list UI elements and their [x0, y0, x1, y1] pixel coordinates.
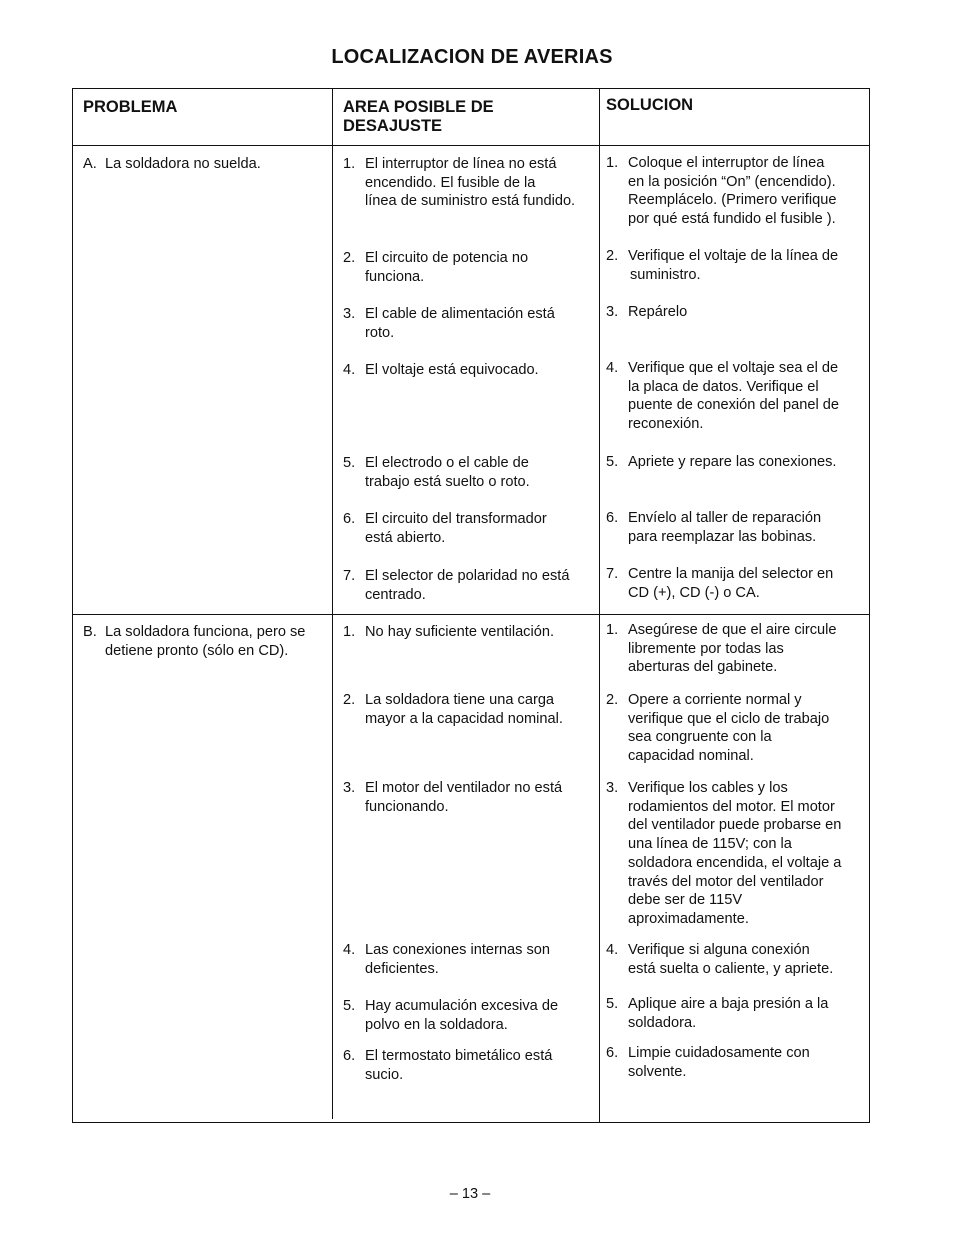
item-line: Aplique aire a baja presión a la: [628, 996, 829, 1012]
item-line: deficientes.: [365, 960, 439, 977]
problem-label: B.: [83, 624, 97, 640]
item-number: 1.: [606, 155, 619, 171]
item-number: 3.: [606, 304, 619, 320]
item-line: Verifique el voltaje de la línea de: [628, 248, 839, 264]
item-line: funcionando.: [365, 798, 449, 815]
item-number: 6.: [606, 510, 619, 526]
item-line: Verifique que el voltaje sea el de: [628, 360, 839, 376]
item-line: sucio.: [365, 1066, 404, 1083]
item-line: soldadora encendida, el voltaje a: [628, 854, 842, 871]
item-line: aberturas del gabinete.: [628, 659, 778, 676]
item-line: La soldadora tiene una carga: [365, 692, 555, 708]
item-number: 4.: [606, 360, 619, 376]
item-line: trabajo está suelto o roto.: [365, 473, 530, 490]
section-divider: [73, 614, 869, 615]
item-number: 1.: [606, 622, 619, 638]
item-line: Verifique los cables y los: [628, 780, 788, 796]
item-line: sea congruente con la: [628, 729, 772, 746]
item-number: 6.: [343, 1048, 356, 1064]
item-line: reconexión.: [628, 416, 704, 433]
item-number: 5.: [343, 455, 356, 471]
item-number: 4.: [343, 362, 356, 378]
page-title: LOCALIZACION DE AVERIAS: [331, 46, 613, 68]
page-number: – 13 –: [449, 1186, 491, 1202]
item-line: debe ser de 115V: [628, 892, 743, 909]
item-line: libremente por todas las: [628, 640, 784, 657]
item-line: El voltaje está equivocado.: [365, 362, 539, 378]
troubleshooting-table: [72, 88, 870, 1123]
item-number: 5.: [606, 454, 619, 470]
item-line: capacidad nominal.: [628, 748, 754, 765]
item-line: en la posición “On” (encendido).: [628, 173, 836, 190]
item-line: Coloque el interruptor de línea: [628, 155, 825, 171]
item-line: Repárelo: [628, 304, 688, 320]
item-number: 2.: [606, 248, 619, 264]
item-line: El circuito del transformador: [365, 511, 547, 527]
header-divider: [73, 145, 869, 146]
item-line: Limpie cuidadosamente con: [628, 1045, 810, 1061]
item-line: una línea de 115V; con la: [628, 836, 792, 853]
item-number: 2.: [343, 692, 356, 708]
column-divider: [599, 89, 600, 1122]
problem-line: detiene pronto (sólo en CD).: [105, 642, 289, 659]
item-line: CD (+), CD (-) o CA.: [628, 584, 760, 601]
item-line: línea de suministro está fundido.: [365, 193, 576, 210]
item-line: del ventilador puede probarse en: [628, 817, 842, 834]
item-line: Las conexiones internas son: [365, 942, 550, 958]
item-number: 2.: [343, 250, 356, 266]
item-number: 2.: [606, 692, 619, 708]
header-area-line: DESAJUSTE: [343, 117, 443, 135]
item-line: verifique que el ciclo de trabajo: [628, 710, 830, 727]
item-line: El interruptor de línea no está: [365, 156, 557, 172]
item-line: El cable de alimentación está: [365, 306, 555, 322]
item-line: Centre la manija del selector en: [628, 566, 834, 582]
item-number: 7.: [343, 568, 356, 584]
item-line: Opere a corriente normal y: [628, 692, 802, 708]
item-number: 3.: [343, 780, 356, 796]
item-number: 3.: [606, 780, 619, 796]
problem-label: A.: [83, 156, 97, 172]
column-divider: [332, 89, 333, 1119]
item-line: funciona.: [365, 268, 425, 285]
item-line: El electrodo o el cable de: [365, 455, 529, 471]
item-line: centrado.: [365, 586, 426, 603]
problem-line: La soldadora funciona, pero se: [105, 624, 306, 640]
item-line: soldadora.: [628, 1014, 697, 1031]
item-line: Verifique si alguna conexión: [628, 942, 810, 958]
item-number: 4.: [606, 942, 619, 958]
item-number: 3.: [343, 306, 356, 322]
item-line: No hay suficiente ventilación.: [365, 624, 555, 640]
item-line: mayor a la capacidad nominal.: [365, 710, 563, 727]
item-line: El selector de polaridad no está: [365, 568, 570, 584]
item-number: 6.: [606, 1045, 619, 1061]
item-line: través del motor del ventilador: [628, 873, 824, 890]
item-line: la placa de datos. Verifique el: [628, 378, 819, 395]
item-line: solvente.: [628, 1063, 687, 1080]
item-line: está suelta o caliente, y apriete.: [628, 960, 834, 977]
item-number: 5.: [343, 998, 356, 1014]
item-line: El termostato bimetálico está: [365, 1048, 553, 1064]
header-area: [343, 98, 494, 136]
header-area-line: AREA POSIBLE DE: [343, 98, 494, 116]
item-line: Hay acumulación excesiva de: [365, 998, 559, 1014]
problem-line: La soldadora no suelda.: [105, 156, 261, 172]
item-line: polvo en la soldadora.: [365, 1016, 508, 1033]
item-line: Asegúrese de que el aire circule: [628, 622, 837, 638]
item-number: 1.: [343, 156, 356, 172]
item-line: puente de conexión del panel de: [628, 397, 839, 414]
item-line: encendido. El fusible de la: [365, 174, 536, 191]
header-solution: SOLUCION: [606, 96, 694, 114]
item-number: 5.: [606, 996, 619, 1012]
item-line: aproximadamente.: [628, 910, 749, 927]
item-line: para reemplazar las bobinas.: [628, 528, 817, 545]
item-number: 7.: [606, 566, 619, 582]
item-line: está abierto.: [365, 529, 446, 546]
item-line: por qué está fundido el fusible ).: [628, 211, 836, 228]
item-number: 4.: [343, 942, 356, 958]
item-number: 6.: [343, 511, 356, 527]
item-line: rodamientos del motor. El motor: [628, 798, 835, 815]
item-number: 1.: [343, 624, 356, 640]
item-line: Envíelo al taller de reparación: [628, 510, 822, 526]
item-line: suministro.: [630, 266, 701, 283]
item-line: roto.: [365, 324, 395, 341]
item-line: El motor del ventilador no está: [365, 780, 563, 796]
header-problem: PROBLEMA: [83, 98, 178, 116]
item-line: El circuito de potencia no: [365, 250, 529, 266]
item-line: Reemplácelo. (Primero verifique: [628, 192, 837, 209]
item-line: Apriete y repare las conexiones.: [628, 454, 837, 470]
